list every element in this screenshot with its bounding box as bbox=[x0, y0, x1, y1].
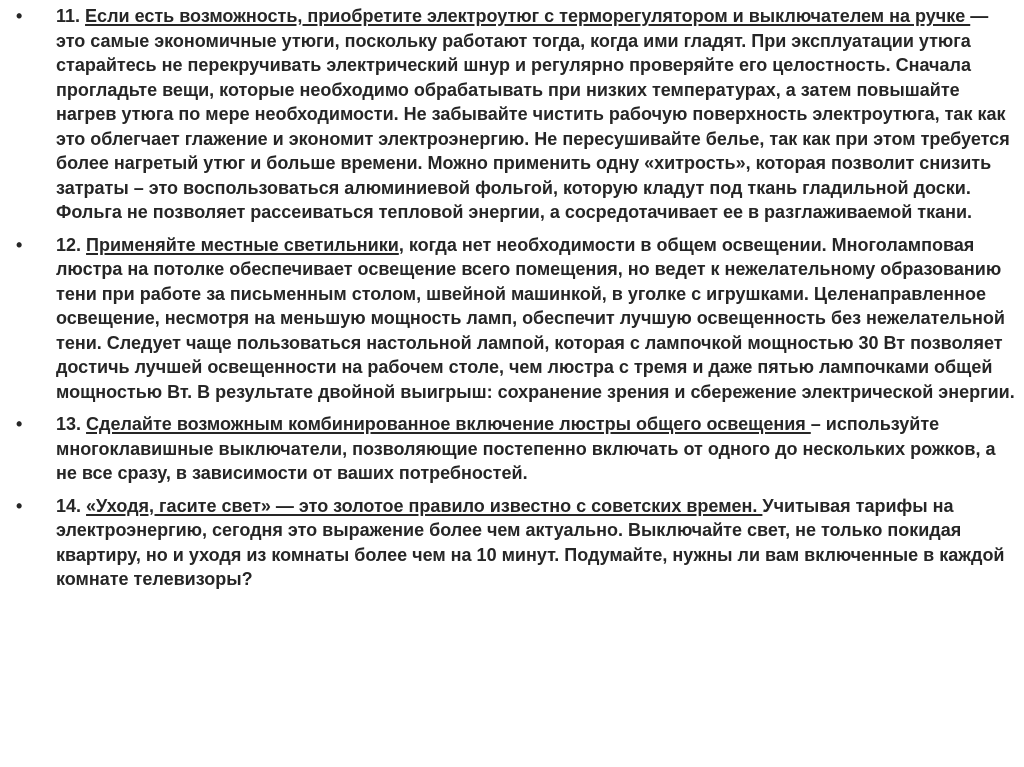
item-body: — это самые экономичные утюги, поскольку работают тогда, когда ими гладят. При эксплуатации утюга старайтесь не перекручивать электрический шнур и регулярно проверяйте его целостность. Сначала прогладьте вещи, которые необходимо обрабатывать при низких температурах, а затем повышайте нагрев утюга по мере необходимости. Не забывайте чистить рабочую поверхность электроутюга, так как это облегчает глажение и экономит электроэнергию. Не пересушивайте белье, так как при этом требуется более нагретый утюг и больше времени. Можно применить одну «хитрость», которая позволит снизить затраты – это воспользоваться алюминиевой фольгой, которую кладут под ткань гладильной доски. Фольга не позволяет рассеиваться тепловой энергии, а сосредотачивает ее в разглаживаемой ткани. bbox=[56, 6, 1010, 222]
list-item bbox=[16, 494, 1016, 592]
list-item bbox=[16, 4, 1016, 225]
item-body: Учитывая тарифы на электроэнергию, сегодня это выражение более чем актуально. Выключайте свет, не только покидая квартиру, но и уходя из комнаты более чем на 10 минут. Подумайте, нужны ли вам включенные в каждой комнате телевизоры? bbox=[56, 495, 1005, 589]
item-number: 11. bbox=[56, 6, 81, 26]
item-headline: Если есть возможность, приобретите электроутюг с терморегулятором и выключателем на ручке bbox=[85, 6, 971, 26]
tips-list bbox=[16, 4, 1016, 600]
item-number: 13. bbox=[56, 414, 82, 434]
item-headline: Сделайте возможным комбинированное включение люстры общего освещения bbox=[86, 414, 811, 434]
item-body: – используйте многоклавишные выключатели, позволяющие постепенно включать от одного до нескольких рожков, а не все сразу, в зависимости от ваших потребностей. bbox=[56, 414, 996, 483]
item-body: , когда нет необходимости в общем освещении. Многоламповая люстра на потолке обеспечивает освещение всего помещения, но ведет к нежелательному образованию тени при работе за письменным столом, швейной машинкой, в уголке с игрушками. Целенаправленное освещение, несмотря на меньшую мощность ламп, обеспечит лучшую освещенность без нежелательной тени. Следует чаще пользоваться настольной лампой, которая с лампочкой мощностью 30 Вт позволяет достичь лучшей освещенности на рабочем столе, чем люстра с тремя и даже пятью лампочками общей мощностью Вт. В результате двойной выигрыш: сохранение зрения и сбережение электрической энергии. bbox=[56, 234, 1015, 402]
bullet-icon: • bbox=[16, 414, 23, 434]
bullet-icon: • bbox=[16, 6, 23, 26]
list-item bbox=[16, 412, 1016, 486]
bullet-icon: • bbox=[16, 495, 23, 516]
item-headline: «Уходя, гасите свет» — это золотое правило известно с советских времен. bbox=[86, 495, 763, 516]
item-number: 12. bbox=[56, 234, 82, 255]
bullet-icon: • bbox=[16, 234, 23, 255]
list-item bbox=[16, 233, 1016, 405]
item-headline: Применяйте местные светильники bbox=[86, 234, 399, 255]
item-number: 14. bbox=[56, 495, 82, 516]
